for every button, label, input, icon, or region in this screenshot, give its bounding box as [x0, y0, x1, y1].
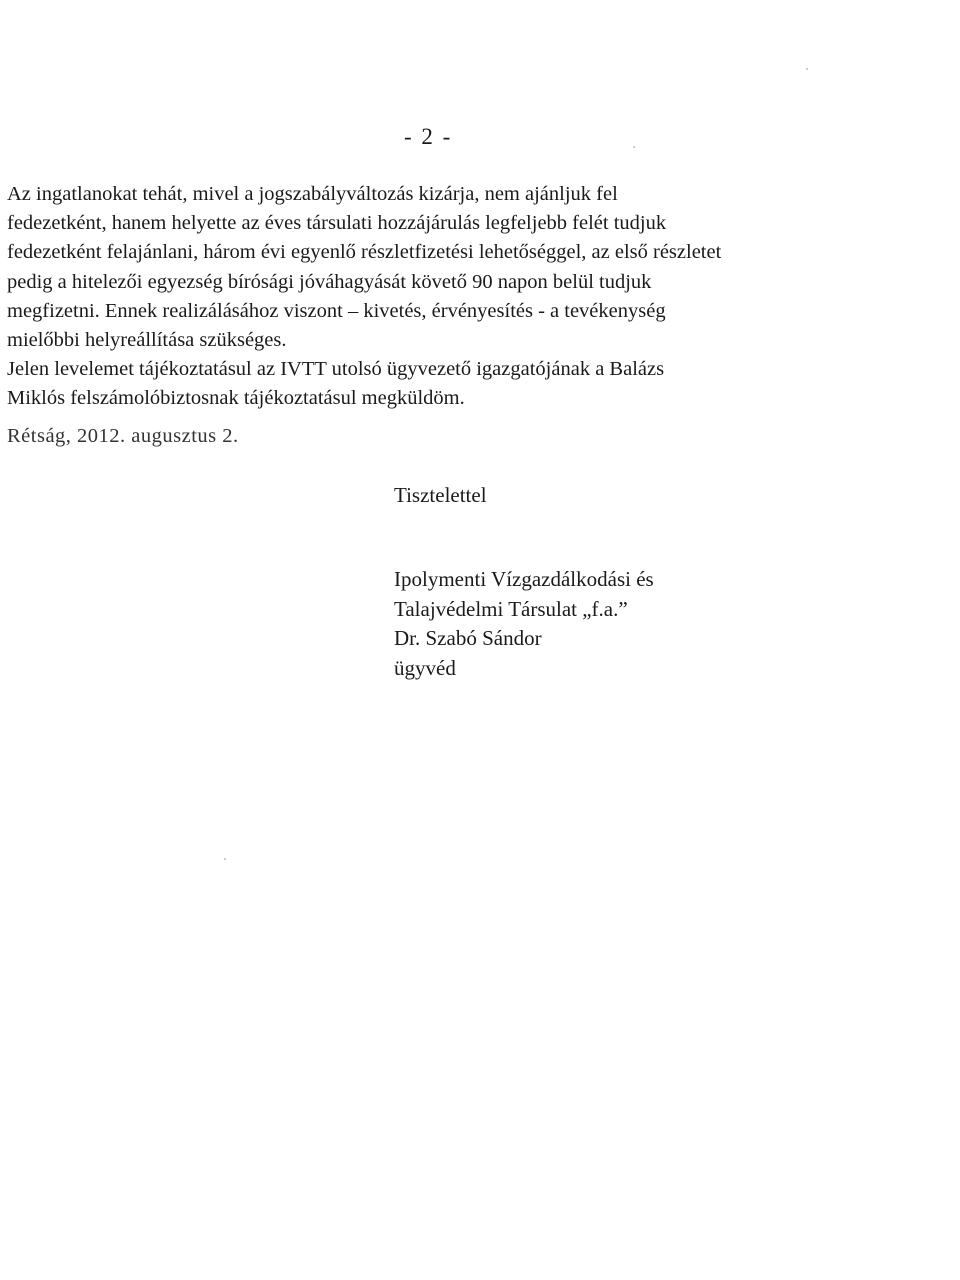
- signature-line: ügyvéd: [394, 655, 456, 680]
- closing-salutation: Tisztelettel: [394, 483, 487, 507]
- paragraph-line: Miklós felszámolóbiztosnak tájékoztatásul megküldöm.: [7, 387, 465, 410]
- paragraph-line: fedezetként, hanem helyette az éves társulati hozzájárulás legfeljebb felét tudjuk: [7, 212, 667, 235]
- scan-speck: [806, 68, 808, 70]
- signature-line: Ipolymenti Vízgazdálkodási és: [394, 567, 654, 591]
- paragraph-line: Jelen levelemet tájékoztatásul az IVTT utolsó ügyvezető igazgatójának a Balázs: [7, 358, 665, 381]
- scan-speck: [633, 146, 635, 148]
- signature-line: Talajvédelmi Társulat „f.a.”: [394, 596, 628, 621]
- paragraph-line: fedezetként felajánlani, három évi egyenlő részletfizetési lehetőséggel, az első részletet: [7, 241, 722, 264]
- scan-speck: [224, 858, 226, 860]
- paragraph-line: pedig a hitelezői egyezség bírósági jóváhagyását követő 90 napon belül tudjuk: [7, 270, 652, 293]
- signature-block: [394, 565, 654, 683]
- body-paragraph: [7, 180, 907, 414]
- paragraph-line: megfizetni. Ennek realizálásához viszont – kivetés, érvényesítés - a tevékenység: [7, 299, 666, 322]
- paragraph-line: Az ingatlanokat tehát, mivel a jogszabályváltozás kizárja, nem ajánljuk fel: [7, 183, 618, 205]
- signature-line: Dr. Szabó Sándor: [394, 626, 542, 650]
- page-number: - 2 -: [404, 124, 453, 149]
- paragraph-line: mielőbbi helyreállítása szükséges.: [7, 329, 287, 352]
- date-line: Rétság, 2012. augusztus 2.: [7, 425, 239, 447]
